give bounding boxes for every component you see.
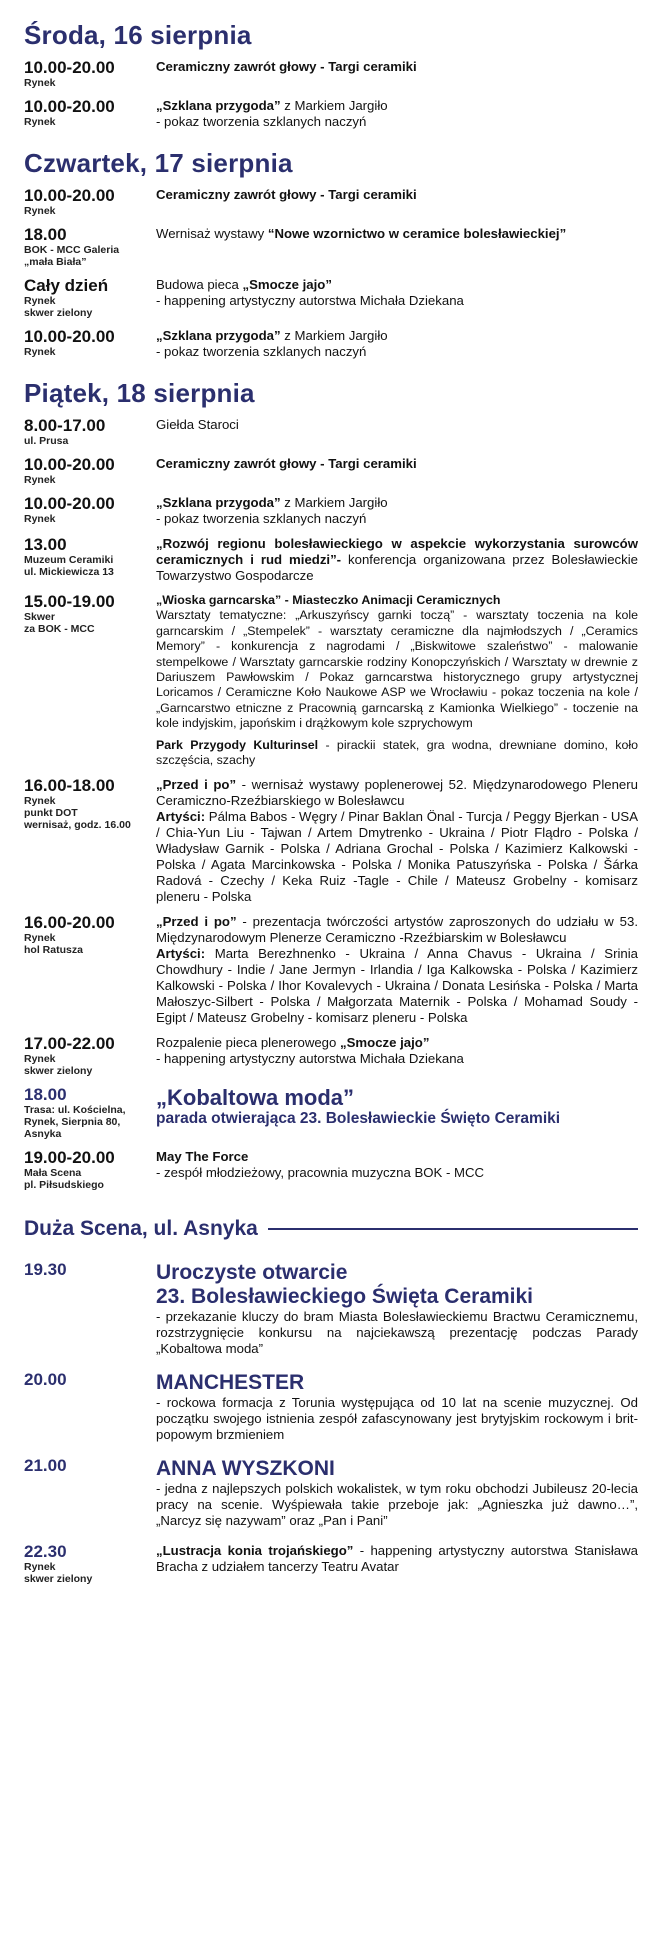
event-location: Skwer <box>24 611 55 623</box>
event-text-run: Wernisaż wystawy <box>156 226 268 241</box>
event-text-run: - happening artystyczny autorstwa Stanisława Bracha z udziałem tancerzy Teatru Avatar <box>156 1543 638 1575</box>
day-section <box>24 148 638 360</box>
event-location: Rynek <box>24 795 56 808</box>
event-location: Trasa: ul. Kościelna, <box>24 1104 126 1117</box>
event-location: skwer zielony <box>24 1573 93 1586</box>
event-line <box>156 1035 638 1051</box>
event-line <box>156 777 638 809</box>
event-line <box>156 344 638 360</box>
event-text-run: - wernisaż wystawy poplenerowej 52. Międzynarodowego Pleneru Ceramiczno-Rzeźbiarskiego w Bolesławcu <box>156 777 638 809</box>
header-rule <box>268 1228 638 1230</box>
event-time: 10.00-20.00 <box>24 186 115 205</box>
event-time-location <box>24 1457 156 1529</box>
event-line <box>156 1165 638 1181</box>
event-location: Rynek <box>24 474 56 486</box>
event-time: 21.00 <box>24 1456 67 1476</box>
event-line <box>156 456 638 472</box>
event-row <box>24 593 638 768</box>
event-time-location <box>24 1371 156 1443</box>
event-row <box>24 328 638 360</box>
event-location: pl. Piłsudskiego <box>24 1179 104 1192</box>
event-time: 16.00-18.00 <box>24 776 115 796</box>
event-line <box>156 608 638 731</box>
event-time: 10.00-20.00 <box>24 327 115 346</box>
event-row <box>24 777 638 905</box>
event-location: „mała Biała” <box>24 256 87 268</box>
event-line <box>156 914 638 946</box>
event-time-location <box>24 1261 156 1357</box>
event-line <box>156 738 638 769</box>
event-description <box>156 226 638 268</box>
event-text-run: z Markiem Jargiło <box>280 98 388 113</box>
event-description <box>156 187 638 217</box>
event-time: 10.00-20.00 <box>24 494 115 513</box>
event-location: punkt DOT <box>24 807 78 820</box>
event-description <box>156 777 638 905</box>
event-line <box>156 1051 638 1067</box>
performer-title: Uroczyste otwarcie <box>156 1261 348 1285</box>
event-description <box>156 456 638 486</box>
event-time: 10.00-20.00 <box>24 97 115 116</box>
event-time: 10.00-20.00 <box>24 58 115 77</box>
event-time: 10.00-20.00 <box>24 455 115 474</box>
event-location: BOK - MCC Galeria <box>24 244 120 256</box>
event-text-run: Ceramiczny zawrót głowy - Targi ceramiki <box>156 456 417 471</box>
stage-title: Duża Scena, ul. Asnyka <box>24 1217 258 1241</box>
stage-event-description <box>156 1543 638 1585</box>
event-line <box>156 59 638 75</box>
event-time-location <box>24 277 156 319</box>
event-time-location <box>24 187 156 217</box>
event-location: Rynek <box>24 205 56 217</box>
event-time-location <box>24 98 156 130</box>
event-location: Rynek <box>24 513 56 525</box>
event-line <box>156 946 638 1026</box>
event-time-location <box>24 593 156 768</box>
event-time-location <box>24 536 156 584</box>
event-text-run: Giełda Staroci <box>156 417 239 432</box>
event-row <box>24 226 638 268</box>
event-text-run: Artyści: <box>156 809 206 825</box>
day-title: Czwartek, 17 sierpnia <box>24 148 293 178</box>
event-row <box>24 914 638 1026</box>
event-line <box>156 293 638 309</box>
event-time: 20.00 <box>24 1370 67 1390</box>
event-time-location <box>24 914 156 1026</box>
event-time: 8.00-17.00 <box>24 416 106 435</box>
event-row <box>24 277 638 319</box>
event-location: Rynek <box>24 77 56 89</box>
event-text-run: - zespół młodzieżowy, pracownia muzyczna BOK - MCC <box>156 1165 485 1181</box>
event-text-run: „Szklana przygoda” <box>156 98 281 113</box>
event-time-location <box>24 417 156 447</box>
event-text-run: „Smocze jajo” <box>242 277 332 292</box>
event-text-run: Rozpalenie pieca plenerowego <box>156 1035 341 1051</box>
event-row <box>24 1086 638 1140</box>
event-text-run: „Przed i po” <box>156 777 237 793</box>
day-section <box>24 20 638 130</box>
event-row <box>24 98 638 130</box>
event-text-run: „Szklana przygoda” <box>156 495 281 510</box>
event-text-run: - pirackii statek, gra wodna, drewniane domino, koło szczęścia, szachy <box>156 737 638 768</box>
event-text-run: - pokaz tworzenia szklanych naczyń <box>156 344 367 359</box>
event-line <box>156 114 638 130</box>
event-line <box>156 226 638 242</box>
event-text-run: Artyści: <box>156 946 206 962</box>
stage-event-description <box>156 1261 638 1357</box>
event-description <box>156 495 638 527</box>
event-text-run: z Markiem Jargiło <box>280 328 388 343</box>
event-text-run: „Szklana przygoda” <box>156 328 281 343</box>
performer-title: 23. Bolesławieckiego Święta Ceramiki <box>156 1285 534 1309</box>
event-text-run: - pokaz tworzenia szklanych naczyń <box>156 511 367 526</box>
event-description <box>156 914 638 1026</box>
event-location: skwer zielony <box>24 1065 93 1078</box>
event-time: 19.30 <box>24 1260 67 1280</box>
event-text-run: „Lustracja konia trojańskiego” <box>156 1543 354 1559</box>
event-description <box>156 328 638 360</box>
event-text-run: Warsztaty tematyczne: „Arkuszyńscy garnki toczą” - warsztaty toczenia na kole garncarskim / „Stempelek” - warsztaty ceramiczne dla najmłodszych / „Ceramics Memory” - konkurencja z nagrodami / „Biskwitowe szaleństwo” - malowanie stempelkowe / Warsztaty garncarskie rodziny Konopczyńskich / Warsztaty w drewnie z Dariuszem Pawłowskim / Pokaz garncarstwa historycznego grupy artystycznej Loricamos / Ceramiczne Koło Naukowe ASP we Wrocławiu - pokaz toczenia na kole / „Garncarstwo etniczne z Pracownią garncarską z Kamionka Wielkiego” - toczenie na kole indyjskim, japońskim i drążkowym kole szprychowym <box>156 608 638 731</box>
stage-event-row <box>24 1371 638 1443</box>
event-text-run: - rockowa formacja z Torunia występująca od 10 lat na scenie muzycznej. Od początku swojego istnienia zespół zafascynowany jest brytyjskim rockowym i brit-popowym brzmieniem <box>156 1395 638 1443</box>
event-line <box>156 417 638 433</box>
event-location: Mała Scena <box>24 1167 82 1180</box>
event-location: Asnyka <box>24 1128 62 1141</box>
event-text-run: Park Przygody Kulturinsel <box>156 737 319 752</box>
event-location: za BOK - MCC <box>24 623 95 635</box>
event-description <box>156 1086 638 1140</box>
event-text-run: „Rozwój regionu bolesławieckiego w aspekcie wykorzystania surowców ceramicznych i rud miedzi”- <box>156 536 638 567</box>
event-time-location <box>24 777 156 905</box>
event-description <box>156 417 638 447</box>
event-text-run: “Nowe wzornictwo w ceramice bolesławieckiej” <box>267 226 567 241</box>
event-text-run: „Przed i po” <box>156 914 237 930</box>
event-row <box>24 456 638 486</box>
event-time: 17.00-22.00 <box>24 1034 115 1054</box>
stage-event-description <box>156 1457 638 1529</box>
day-title: Piątek, 18 sierpnia <box>24 378 255 408</box>
day-title: Środa, 16 sierpnia <box>24 20 252 50</box>
event-text-run: - pokaz tworzenia szklanych naczyń <box>156 114 367 129</box>
event-line <box>156 277 638 293</box>
stage-event-row <box>24 1261 638 1357</box>
event-time: 13.00 <box>24 535 67 554</box>
event-location: ul. Mickiewicza 13 <box>24 566 114 578</box>
event-row <box>24 59 638 89</box>
event-location: Rynek <box>24 1053 56 1066</box>
event-row <box>24 536 638 584</box>
event-time: 15.00-19.00 <box>24 592 115 611</box>
event-time: 18.00 <box>24 1085 67 1105</box>
day-section <box>24 378 638 1191</box>
event-text-run: - przekazanie kluczy do bram Miasta Bolesławieckiemu Bractwu Ceramicznemu, rozstrzygnięcie konkursu na najciekawszą prezentację podczas Parady „Kobaltowa moda” <box>156 1309 638 1357</box>
event-text-run: Ceramiczny zawrót głowy - Targi ceramiki <box>156 59 417 74</box>
event-text-run: - happening artystyczny autorstwa Michała Dziekana <box>156 293 464 308</box>
event-line <box>156 1149 638 1165</box>
event-location: hol Ratusza <box>24 944 83 957</box>
event-time: 16.00-20.00 <box>24 913 115 933</box>
event-time: 22.30 <box>24 1542 67 1562</box>
event-description <box>156 59 638 89</box>
event-time: 19.00-20.00 <box>24 1148 115 1168</box>
event-location: Rynek <box>24 1561 56 1574</box>
event-text-run: - prezentacja twórczości artystów zaproszonych do udziału w 53. Międzynarodowym Plenerze Ceramiczno -Rzeźbiarskim w Bolesławcu <box>156 914 638 946</box>
event-time-location <box>24 1035 156 1077</box>
event-time-location <box>24 1543 156 1585</box>
event-text-run: „Smocze jajo” <box>340 1035 430 1051</box>
event-time-location <box>24 59 156 89</box>
event-time: Cały dzień <box>24 276 109 295</box>
event-location: Rynek <box>24 116 56 128</box>
event-line <box>156 187 638 203</box>
event-time-location <box>24 1149 156 1191</box>
event-line <box>156 536 638 584</box>
stage-event-description <box>156 1371 638 1443</box>
event-location: wernisaż, godz. 16.00 <box>24 819 131 832</box>
event-text-run: „Wioska garncarska” - Miasteczko Animacji Ceramicznych <box>156 593 501 607</box>
event-text-run: Marta Berezhnenko - Ukraina / Anna Chavus - Ukraina / Srinia Chowdhury - Indie / Jane Jermyn - Irlandia / Iga Kalkowska - Polska / Kazimierz Kalkowski - Polska / Ihor Kovalevych - Ukraina / Donata Lesińska - Polska / Marta Małoszyc-Silbert - Polska / Małgorzata Maternik - Polska / Mohamad Soudy - Egipt / Mateusz Grobelny - komisarz pleneru - Polska <box>156 946 638 1026</box>
event-text-run: May The Force <box>156 1149 249 1165</box>
stage-header <box>24 1217 638 1241</box>
event-line <box>156 511 638 527</box>
event-row <box>24 187 638 217</box>
event-location: Rynek <box>24 346 56 358</box>
event-line <box>156 98 638 114</box>
event-text-run: Budowa pieca <box>156 277 243 292</box>
event-description <box>156 277 638 319</box>
stage-event-text <box>156 1395 638 1443</box>
event-text-run: - jedna z najlepszych polskich wokalistek, w tym roku obchodzi Jubileusz 20-lecia pracy na scenie. Wyśpiewała takie przeboje jak: „Agnieszka już dawno…”, „Narcyz się nazywam” oraz „Pan i Pani” <box>156 1481 638 1529</box>
event-location: Muzeum Ceramiki <box>24 554 114 566</box>
event-row <box>24 1035 638 1077</box>
event-location: Rynek, Sierpnia 80, <box>24 1116 121 1129</box>
event-text-run: Ceramiczny zawrót głowy - Targi ceramiki <box>156 187 417 202</box>
event-description <box>156 593 638 768</box>
event-text-run: Pálma Babos - Węgry / Pinar Baklan Önal - Turcja / Peggy Bjerkan - USA / Chia-Yun Liu - Tajwan / Artem Dmytrenko - Ukraina / Piotr Flądro - Polska / Władysław Garnik - Polska / Adriana Grochal - Polska / Kazimierz Kalkowski - Polska / Agata Marcinkowska - Polska / Monika Patuszyńska - Polska / Šárka Radová - Czechy / Keka Ruiz -Tagle - Chile / Mateusz Grobelny - komisarz pleneru - Polska <box>156 809 638 905</box>
event-line <box>156 328 638 344</box>
event-time-location <box>24 1086 156 1140</box>
event-time-location <box>24 495 156 527</box>
stage-event-text <box>156 1543 638 1575</box>
performer-title: MANCHESTER <box>156 1371 305 1395</box>
event-time-location <box>24 328 156 360</box>
event-time-location <box>24 456 156 486</box>
event-line <box>156 495 638 511</box>
event-line <box>156 593 638 608</box>
event-time: 18.00 <box>24 225 67 244</box>
parade-title: „Kobaltowa moda” <box>156 1085 355 1111</box>
event-description <box>156 98 638 130</box>
event-description <box>156 1035 638 1077</box>
stage-event-row <box>24 1543 638 1585</box>
event-description <box>156 536 638 584</box>
event-time-location <box>24 226 156 268</box>
stage-event-text <box>156 1481 638 1529</box>
event-row <box>24 495 638 527</box>
event-location: Rynek <box>24 295 56 307</box>
event-row <box>24 417 638 447</box>
performer-title: ANNA WYSZKONI <box>156 1457 335 1481</box>
event-text-run: konferencja organizowana przez Bolesławieckie Towarzystwo Gospodarcze <box>156 552 638 583</box>
event-location: Rynek <box>24 932 56 945</box>
event-text-run: z Markiem Jargiło <box>280 495 388 510</box>
event-text-run: - happening artystyczny autorstwa Michała Dziekana <box>156 1051 464 1067</box>
event-description <box>156 1149 638 1191</box>
event-location: skwer zielony <box>24 307 93 319</box>
stage-event-text <box>156 1309 638 1357</box>
event-row <box>24 1149 638 1191</box>
stage-event-row <box>24 1457 638 1529</box>
parade-subtitle: parada otwierająca 23. Bolesławieckie Święto Ceramiki <box>156 1110 561 1128</box>
event-line <box>156 809 638 905</box>
event-location: ul. Prusa <box>24 435 69 447</box>
